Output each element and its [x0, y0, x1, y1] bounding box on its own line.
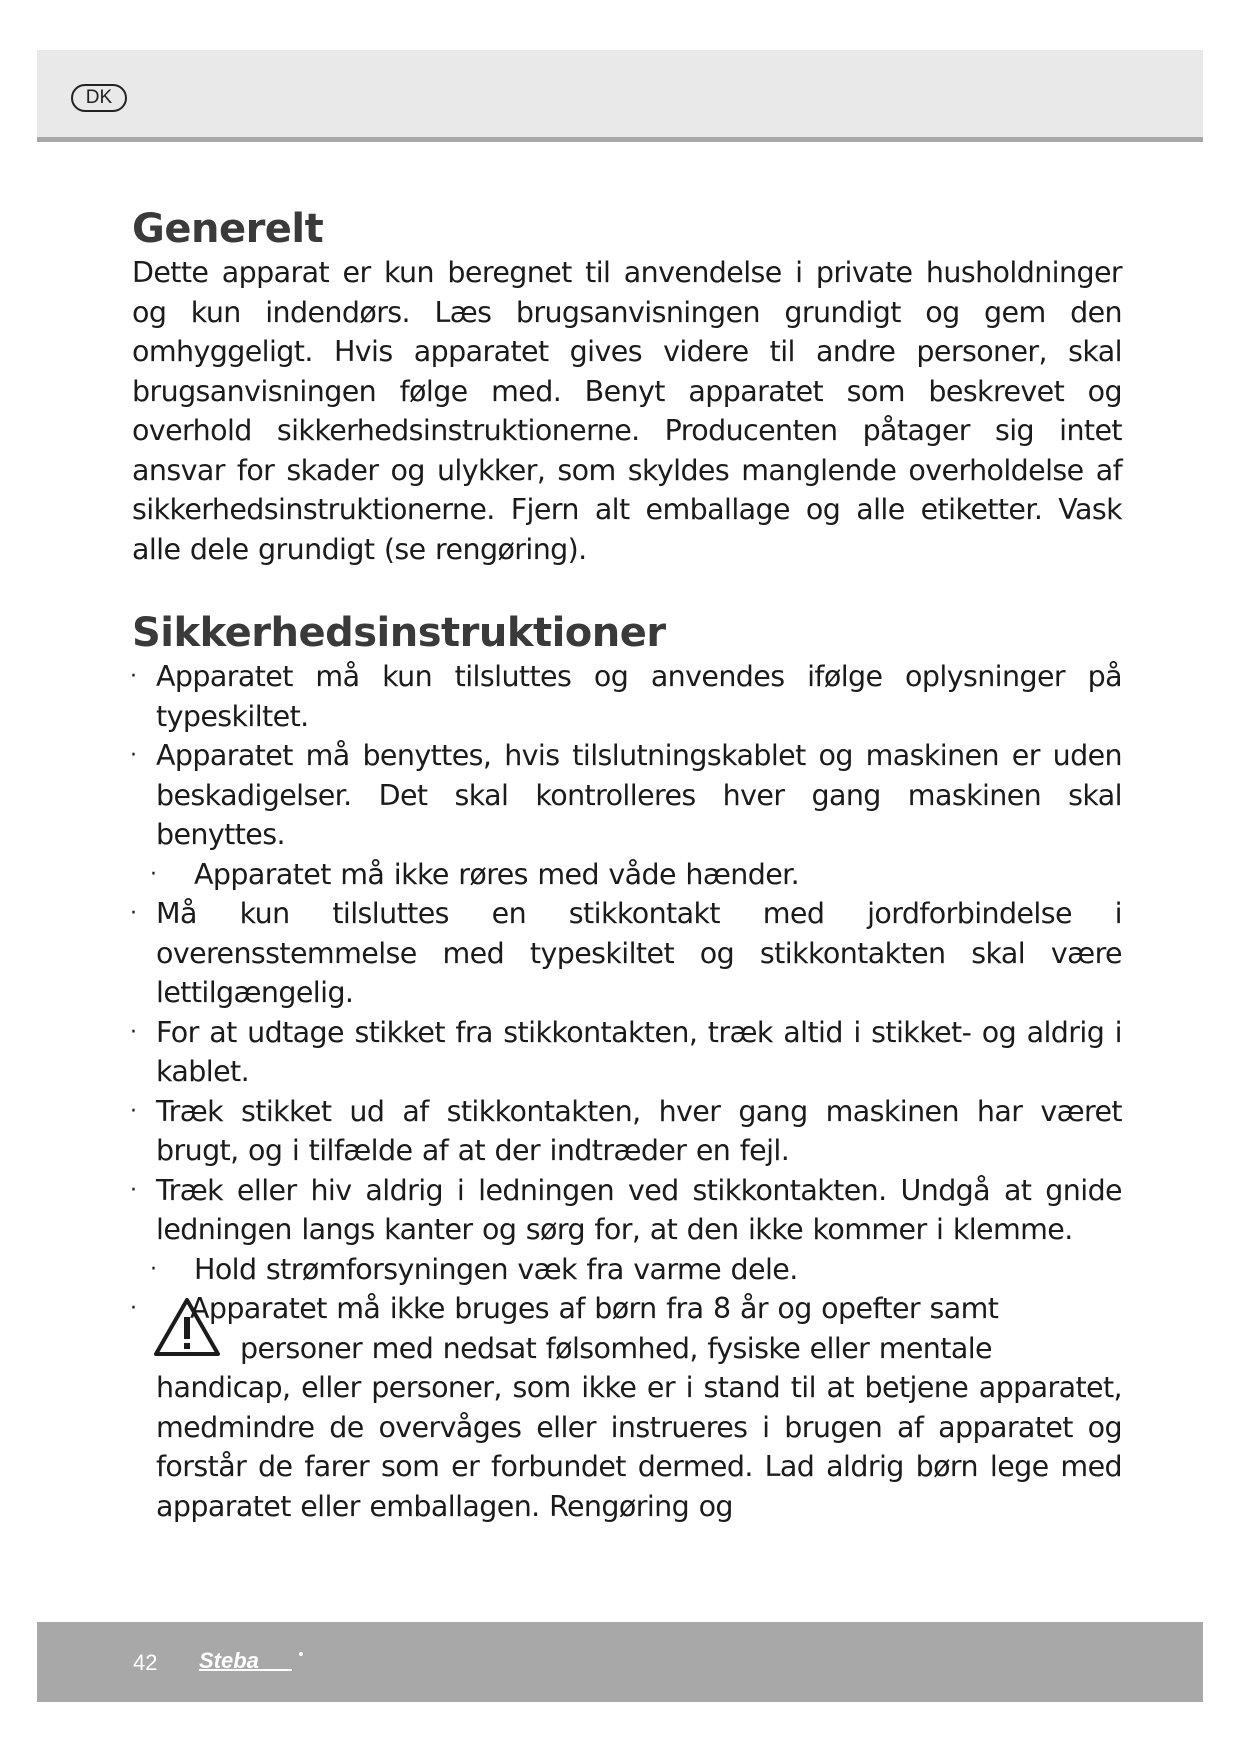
- list-item: · Apparatet må kun tilsluttes og anvendes ifølge oplysninger på typeskiltet.: [132, 657, 1122, 736]
- bullet-icon: ·: [150, 861, 157, 887]
- list-item: · Træk eller hiv aldrig i ledningen ved stikkontakten. Undgå at gnide ledningen langs kanter og sørg for, at den ikke kommer i klemme.: [132, 1171, 1122, 1250]
- page-content: [132, 205, 1122, 1526]
- section-title-safety: Sikkerhedsinstruktioner: [132, 610, 666, 656]
- bullet-icon: ·: [150, 1256, 157, 1282]
- bullet-icon: ·: [130, 1296, 137, 1321]
- list-item: · Hold strømforsyningen væk fra varme dele.: [132, 1250, 1122, 1290]
- general-paragraph: Dette apparat er kun beregnet til anvendelse i private husholdninger og kun indendørs. Læs brugsanvisningen grundigt og gem den omhyggeligt. Hvis apparatet gives videre til andre personer, skal brugsanvisningen følge med. Benyt apparatet som beskrevet og overhold sikkerhedsinstruktionerne. Producenten påtager sig intet ansvar for skader og ulykker, som skyldes manglende overholdelse af sikkerhedsinstruktionerne. Fjern alt emballage og alle etiketter. Vask alle dele grundigt (se rengøring).: [132, 256, 1122, 566]
- list-item: · Apparatet må benyttes, hvis tilslutningskablet og maskinen er uden beskadigelser. Det skal kontrolleres hver gang maskinen skal benyttes.: [132, 736, 1122, 855]
- bullet-icon: ·: [130, 743, 137, 768]
- list-item: · For at udtage stikket fra stikkontakten, træk altid i stikket- og aldrig i kablet.: [132, 1013, 1122, 1092]
- list-item-warning: · Apparatet må ikke bruges af børn fra 8 år og opefter samt personer med nedsat følsomhed, fysiske eller mentale handicap, eller personer, som ikke er i stand til at betjene apparatet, medmindre de overvåges eller instrueres i brugen af apparatet og forstår de farer som er forbundet dermed. Lad aldrig børn lege med apparatet eller emballagen. Rengøring og: [132, 1289, 1122, 1526]
- bullet-icon: ·: [130, 901, 137, 926]
- safety-list: [132, 657, 1122, 1526]
- warning-triangle-icon: [153, 1297, 221, 1357]
- page-footer: [37, 1622, 1203, 1702]
- brand-text: Steba: [199, 1648, 259, 1673]
- language-badge: DK: [71, 84, 127, 112]
- bullet-icon: ·: [130, 1098, 137, 1124]
- section-title-general: Generelt: [132, 206, 324, 252]
- list-item: · Træk stikket ud af stikkontakten, hver gang maskinen har været brugt, og i tilfælde af at der indtræder en fejl.: [132, 1092, 1122, 1171]
- list-item: · Apparatet må ikke røres med våde hænder.: [132, 855, 1122, 895]
- steba-logo: [197, 1648, 327, 1678]
- list-item: · Må kun tilsluttes en stikkontakt med jordforbindelse i overensstemmelse med typeskiltet og stikkontakten skal være lettilgængelig.: [132, 894, 1122, 1013]
- bullet-icon: ·: [130, 1177, 137, 1203]
- bullet-icon: ·: [130, 664, 137, 689]
- page-number: 42: [133, 1650, 158, 1675]
- page-header: [37, 50, 1203, 142]
- bullet-icon: ·: [130, 1019, 137, 1045]
